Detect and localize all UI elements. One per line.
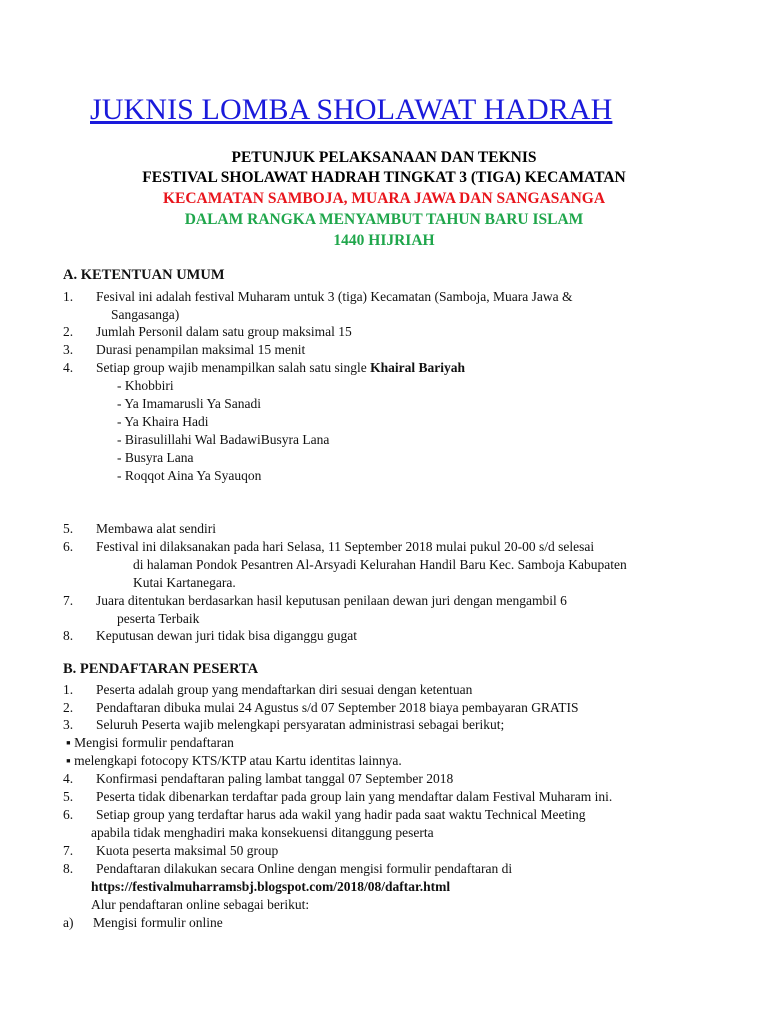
item-text: Juara ditentukan berdasarkan hasil keputusan penilaan dewan juri dengan mengambil 6 [96, 593, 567, 608]
item-number: 6. [63, 539, 74, 554]
item-text: Keputusan dewan juri tidak bisa diganggu gugat [96, 628, 357, 643]
item-number: 7. [63, 843, 74, 858]
item-number: 3. [63, 717, 74, 732]
header-line-4: DALAM RANGKA MENYAMBUT TAHUN BARU ISLAM [184, 211, 584, 228]
song-item: - Busyra Lana [117, 450, 194, 465]
item-text: Jumlah Personil dalam satu group maksimal 15 [96, 324, 352, 339]
item-number: 5. [63, 789, 74, 804]
item-text: Seluruh Peserta wajib melengkapi persyaratan administrasi sebagai berikut; [96, 717, 505, 732]
document-title: JUKNIS LOMBA SHOLAWAT HADRAH [90, 93, 613, 126]
item-number: 2. [63, 324, 74, 339]
song-item: - Birasulillahi Wal BadawiBusyra Lana [117, 432, 330, 447]
item-text: Kuota peserta maksimal 50 group [96, 843, 279, 858]
item-text-cont: apabila tidak menghadiri maka konsekuensi ditanggung peserta [91, 825, 434, 840]
item-text-cont: Kutai Kartanegara. [133, 575, 236, 590]
item-number: 6. [63, 807, 74, 822]
item-number: 5. [63, 521, 74, 536]
item-text: Festival ini dilaksanakan pada hari Selasa, 11 September 2018 mulai pukul 20-00 s/d selesai [96, 539, 595, 554]
header-line-1: PETUNJUK PELAKSANAAN DAN TEKNIS [231, 149, 537, 166]
song-item: - Khobbiri [117, 378, 174, 393]
item-number: 8. [63, 628, 74, 643]
section-a-heading: A. KETENTUAN UMUM [63, 267, 225, 283]
item-number: 4. [63, 771, 74, 786]
item-text: Pendaftaran dilakukan secara Online dengan mengisi formulir pendaftaran di [96, 861, 513, 876]
registration-link[interactable]: https://festivalmuharramsbj.blogspot.com/2018/08/daftar.html [91, 879, 451, 894]
item-text: Peserta adalah group yang mendaftarkan diri sesuai dengan ketentuan [96, 682, 473, 697]
item-text: Setiap group yang terdaftar harus ada wakil yang hadir pada saat waktu Technical Meeting [96, 807, 586, 822]
header-line-5: 1440 HIJRIAH [333, 232, 435, 249]
header-line-2: FESTIVAL SHOLAWAT HADRAH TINGKAT 3 (TIGA) KECAMATAN [142, 169, 626, 186]
item-text-cont: Alur pendaftaran online sebagai berikut: [91, 897, 310, 912]
song-title-bold: Khairal Bariyah [370, 360, 465, 375]
song-item: - Ya Khaira Hadi [117, 414, 209, 429]
item-text: Membawa alat sendiri [96, 521, 216, 536]
bullet-item: ▪ melengkapi fotocopy KTS/KTP atau Kartu identitas lainnya. [66, 753, 402, 768]
item-text-cont: di halaman Pondok Pesantren Al-Arsyadi Kelurahan Handil Baru Kec. Samboja Kabupaten [133, 557, 627, 572]
item-text: Peserta tidak dibenarkan terdaftar pada group lain yang mendaftar dalam Festival Muharam ini. [96, 789, 613, 804]
item-number: 7. [63, 593, 74, 608]
sub-item-label: a) [63, 915, 74, 930]
item-number: 3. [63, 342, 74, 357]
bullet-item: ▪ Mengisi formulir pendaftaran [66, 735, 234, 750]
song-item: - Roqqot Aina Ya Syauqon [117, 468, 262, 483]
item-text-cont: peserta Terbaik [117, 611, 200, 626]
sub-item-text: Mengisi formulir online [93, 915, 223, 930]
header-line-3: KECAMATAN SAMBOJA, MUARA JAWA DAN SANGASANGA [162, 190, 606, 207]
item-number: 4. [63, 360, 74, 375]
item-text: Konfirmasi pendaftaran paling lambat tanggal 07 September 2018 [96, 771, 454, 786]
item-number: 1. [63, 682, 74, 697]
item-text: Pendaftaran dibuka mulai 24 Agustus s/d 07 September 2018 biaya pembayaran GRATIS [96, 700, 579, 715]
item-number: 2. [63, 700, 74, 715]
song-item: - Ya Imamarusli Ya Sanadi [117, 396, 261, 411]
item-text-cont: Sangasanga) [111, 307, 180, 322]
item-number: 8. [63, 861, 74, 876]
item-text: Setiap group wajib menampilkan salah satu single Khairal Bariyah [96, 360, 465, 375]
item-number: 1. [63, 289, 74, 304]
item-text: Fesival ini adalah festival Muharam untuk 3 (tiga) Kecamatan (Samboja, Muara Jawa & [96, 289, 573, 304]
item-text: Durasi penampilan maksimal 15 menit [96, 342, 306, 357]
section-b-heading: B. PENDAFTARAN PESERTA [63, 661, 259, 677]
